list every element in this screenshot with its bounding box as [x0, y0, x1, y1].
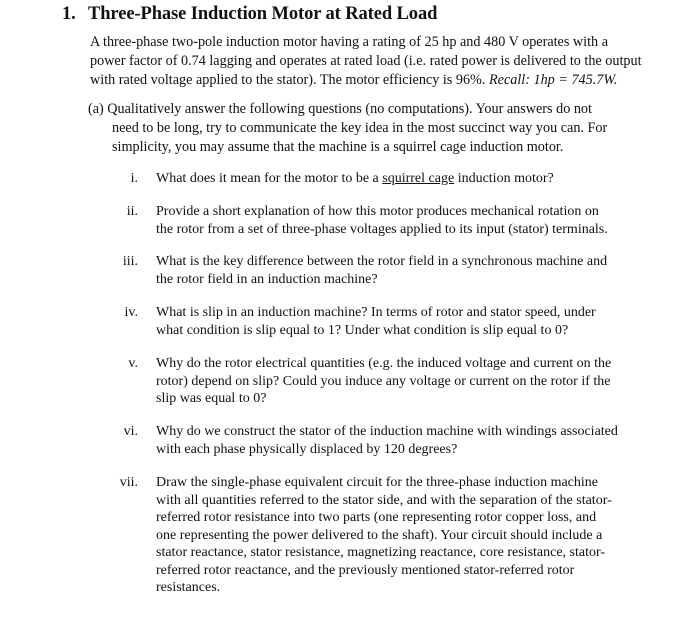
problem-heading — [62, 4, 437, 25]
question-text — [156, 423, 656, 458]
question-line — [156, 170, 656, 188]
part-a-line: simplicity, you may assume that the machine is a squirrel cage induction motor. — [112, 139, 564, 155]
question-line: Provide a short explanation of how this motor produces mechanical rotation on — [156, 204, 599, 219]
problem-number: 1. — [62, 4, 76, 24]
question-line: one representing the power delivered to the shaft). Your circuit should include a — [156, 527, 603, 543]
question-line: Why do the rotor electrical quantities (e.g. the induced voltage and current on the — [156, 356, 612, 371]
question-numeral: iv. — [124, 305, 138, 320]
question-numeral: i. — [130, 171, 138, 186]
recall-note: Recall: 1hp = 745.7W. — [488, 72, 618, 88]
question-text — [156, 355, 656, 408]
underlined-term: squirrel cage — [382, 171, 455, 186]
intro-line — [90, 71, 650, 90]
problem-intro — [90, 33, 650, 90]
question-line: with all quantities referred to the stator side, and with the separation of the stator- — [156, 492, 612, 508]
question-line: the rotor field in an induction machine? — [156, 271, 378, 287]
question-text — [156, 253, 656, 288]
question-line: resistances. — [156, 580, 221, 595]
problem-title: Three-Phase Induction Motor at Rated Load — [88, 4, 438, 24]
question-line: the rotor from a set of three-phase voltages applied to its input (stator) terminals. — [156, 221, 608, 237]
question-line: with each phase physically displaced by 120 degrees? — [156, 441, 458, 457]
question-numeral: vi. — [123, 424, 138, 439]
question-numeral: v. — [128, 356, 138, 371]
question-text — [156, 170, 656, 188]
intro-line-text: with rated voltage applied to the stator). The motor efficiency is 96%. — [90, 72, 489, 88]
question-numeral: iii. — [122, 254, 138, 269]
question-line: slip was equal to 0? — [156, 391, 267, 406]
question-text — [156, 474, 656, 597]
question-line: stator reactance, stator resistance, magnetizing reactance, core resistance, stator- — [156, 545, 606, 560]
question-line: what condition is slip equal to 1? Under what condition is slip equal to 0? — [156, 322, 569, 338]
question-line: referred rotor resistance into two parts (one representing rotor copper loss, and — [156, 510, 597, 525]
question-line: What is slip in an induction machine? In terms of rotor and stator speed, under — [156, 305, 596, 320]
question-line: referred rotor reactance, and the previously mentioned stator-referred rotor — [156, 562, 575, 578]
intro-line: A three-phase two-pole induction motor having a rating of 25 hp and 480 V operates with a — [90, 34, 608, 50]
question-numeral: vii. — [119, 475, 138, 490]
part-a-prompt — [88, 100, 658, 157]
question-line: Why do we construct the stator of the induction machine with windings associated — [156, 424, 618, 439]
question-text-pre: What does it mean for the motor to be a — [156, 171, 383, 186]
part-a-line: need to be long, try to communicate the key idea in the most succinct way you can. For — [112, 120, 608, 136]
part-a-line: (a) Qualitatively answer the following questions (no computations). Your answers do not — [88, 101, 592, 117]
question-line: What is the key difference between the rotor field in a synchronous machine and — [156, 254, 608, 269]
question-numeral: ii. — [126, 204, 138, 219]
question-text — [156, 203, 656, 238]
question-text-post: induction motor? — [454, 171, 554, 186]
intro-line: power factor of 0.74 lagging and operates at rated load (i.e. rated power is delivered to the output — [90, 53, 642, 69]
question-line: rotor) depend on slip? Could you induce any voltage or current on the rotor if the — [156, 373, 611, 389]
question-line: Draw the single-phase equivalent circuit for the three-phase induction machine — [156, 475, 598, 490]
question-text — [156, 304, 656, 339]
